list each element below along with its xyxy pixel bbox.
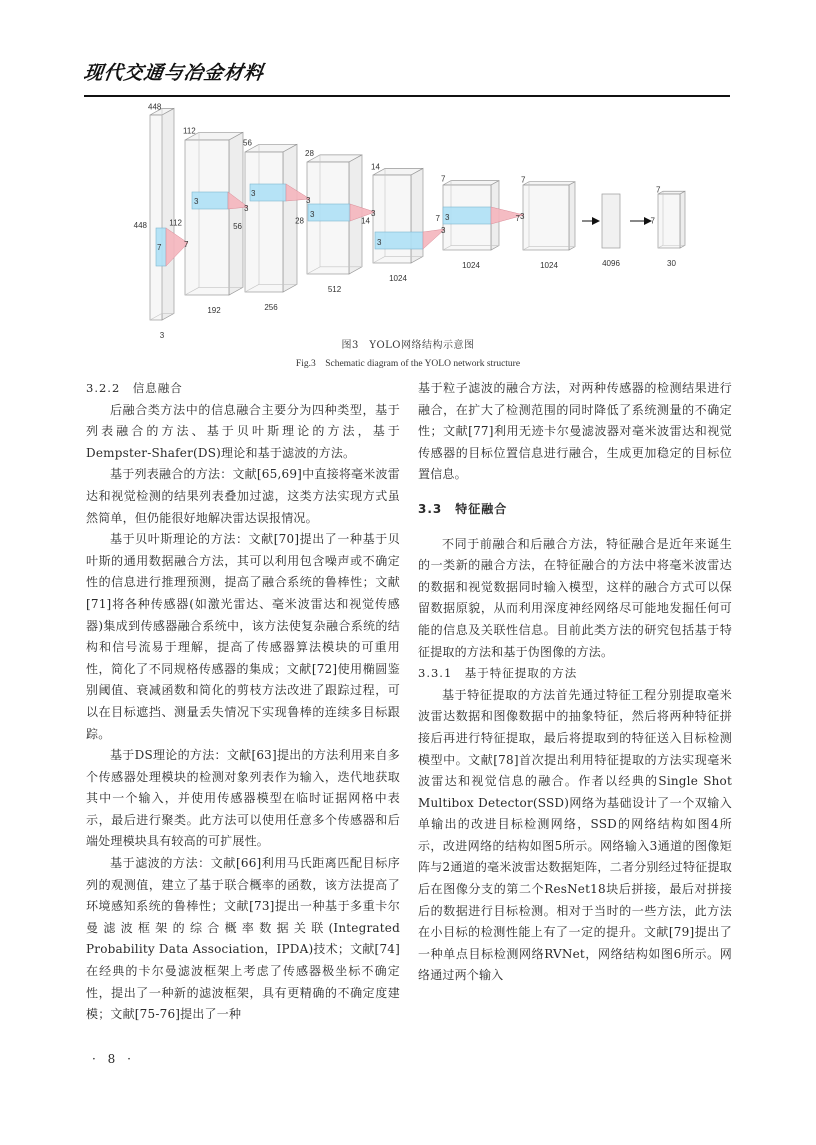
paragraph-continued: 基于粒子滤波的融合方法，对两种传感器的检测结果进行融合，在扩大了检测范围的同时降低了系统测量的不确定性；文献[77]利用无迹卡尔曼滤波器对毫米波雷达和视觉传感器的目标位置信息进行融合，生成更加稳定的目标位置信息。 [418, 381, 732, 482]
layer-side-label: 56 [233, 222, 242, 231]
layer-bottom-label: 1024 [462, 261, 480, 270]
box-top-face [443, 181, 499, 185]
section-heading-3-3-1: 3.3.1 基于特征提取的方法 [418, 666, 578, 681]
conv-kernel [250, 184, 310, 201]
kernel-label: 3 [445, 213, 450, 222]
kernel-label: 3 [377, 238, 382, 247]
box-front-face [185, 140, 229, 295]
kernel-label: 3 [441, 226, 446, 235]
header-rule [84, 95, 730, 97]
page-number: · 8 · [92, 1052, 135, 1066]
yolo-network-figure [130, 100, 710, 340]
paragraph: 基于列表融合的方法：文献[65,69]中直接将毫米波雷达和视觉检测的结果列表叠加过滤，这类方法实现方式虽然简单，但仍能很好地解决雷达误报情况。 [86, 467, 400, 525]
layer-top-label: 112 [183, 126, 196, 136]
layer-top-label: 7 [521, 175, 526, 185]
paragraph: 基于DS理论的方法：文献[63]提出的方法利用来自多个传感器处理模块的检测对象列表作为输入，迭代地获取其中一个输入，并使用传感器模型在临时证据网格中表示，最后进行聚类。此方法可以使用任意多个传感器和后端处理模块具有较高的可扩展性。 [86, 748, 400, 849]
paragraph: 不同于前融合和后融合方法，特征融合是近年来诞生的一类新的融合方法，在特征融合的方法中将毫米波雷达的数据和视觉数据同时输入模型，这样的融合方式可以保留数据原貌，从而利用深度神经网络尽可能地发掘任何可能的信息及关联性信息。目前此类方法的研究包括基于特征提取的方法和基于伪图像的方法。 [418, 536, 732, 659]
layer-bottom-label: 512 [327, 285, 342, 294]
box-side-face [569, 182, 575, 250]
layer-side-label: 112 [169, 218, 182, 228]
figure-caption-chinese: 图3 YOLO网络结构示意图 [341, 340, 475, 351]
box-top-face [523, 182, 575, 185]
box-front-face [245, 152, 283, 292]
box-front-face [150, 115, 162, 320]
fc-layer-box [602, 194, 620, 248]
kernel-label: 3 [310, 210, 315, 219]
layer-top-label: 448 [148, 102, 162, 112]
box-side-face [680, 191, 685, 248]
layer-bottom-label: 3 [159, 331, 165, 340]
kernel-label: 3 [244, 204, 249, 213]
box-front-face [658, 194, 680, 248]
layer-side-label: 14 [361, 216, 370, 226]
figure-caption-english: Fig.3 Schematic diagram of the YOLO network structure [295, 359, 521, 369]
layer-bottom-label: 1024 [389, 274, 407, 283]
layer-top-label: 28 [305, 148, 314, 158]
layer-side-label: 448 [133, 220, 147, 230]
box-front-face [523, 185, 569, 250]
kernel-label: 7 [184, 240, 189, 249]
kernel-label: 3 [306, 196, 311, 205]
section-heading-3-2-2: 3.2.2 信息融合 [86, 381, 183, 395]
kernel-label: 3 [520, 212, 525, 221]
layer-top-label: 56 [243, 138, 252, 148]
left-column [86, 378, 400, 1026]
layer-side-label: 28 [295, 216, 304, 226]
layer-top-label: 7 [656, 185, 661, 195]
conv-kernel [375, 229, 445, 249]
kernel-label: 7 [157, 243, 162, 252]
conv-kernel [443, 207, 524, 224]
layer-bottom-label: 256 [264, 303, 278, 312]
layer-side-label: 7 [650, 216, 655, 226]
layer-box [185, 132, 243, 295]
yolo-diagram [130, 100, 710, 340]
kernel-block [443, 207, 491, 224]
paragraph: 基于特征提取的方法首先通过特征工程分别提取毫米波雷达数据和图像数据中的抽象特征，然后将两种特征拼接后再进行特征提取，最后将提取到的特征送入目标检测模型中。文献[78]首次提出利用特征提取的方法实现毫米波雷达和视觉信息的融合。作者以经典的Single Shot Multibox Detector(SSD)网络为基础设计了一个双输入单输出的改进目标检测网络，SSD的网络结构如图4所示，改进网络的结构如图5所示。网络输入3通道的图像矩阵与2通道的毫米波雷达数据矩阵，二者分别经过特征提取后在图像分支的第二个ResNet18块后拼接，最后对拼接后的数据进行目标检测。相对于当时的一些方法，此方法在小目标的检测性能上有了一定的提升。文献[79]提出了一种单点目标检测网络RVNet，网络结构如图6所示。网络通过两个输入 [418, 687, 732, 983]
layer-side-label: 7 [435, 213, 440, 223]
layer-box [523, 182, 575, 250]
layer-top-label: 14 [371, 162, 380, 172]
box-front-face [373, 175, 411, 263]
box-side-face [229, 132, 243, 295]
layer-box [658, 191, 685, 248]
kernel-label: 3 [371, 209, 376, 218]
paragraph: 后融合类方法中的信息融合主要分为四种类型，基于列表融合的方法、基于贝叶斯理论的方法，基于Dempster-Shafer(DS)理论和基于滤波的方法。 [86, 402, 400, 460]
kernel-label: 3 [194, 197, 199, 206]
kernel-block [375, 232, 423, 249]
right-column [418, 378, 732, 987]
layer-bottom-label: 30 [667, 259, 676, 268]
paragraph: 基于滤波的方法：文献[66]利用马氏距离匹配目标序列的观测值，建立了基于联合概率的函数，该方法提高了环境感知系统的鲁棒性；文献[73]提出一种基于多重卡尔曼滤波框架的综合概率数据关联(Integrated Probability Data Association，IPDA)技术；文献[74]在经典的卡尔曼滤波框架上考虑了传感器极坐标不确定性，提出了一种新的滤波框架，具有更精确的不确定度建模；文献[75-76]提出了一种 [86, 856, 400, 1022]
layer-bottom-label: 1024 [540, 261, 558, 270]
layer-bottom-label: 4096 [602, 259, 620, 268]
layer-top-label: 7 [441, 174, 446, 184]
layer-box [245, 144, 297, 292]
box-side-face [162, 108, 174, 320]
layer-bottom-label: 192 [207, 306, 221, 315]
section-heading-3-3: 3.3 特征融合 [418, 501, 508, 516]
layer-box [150, 108, 174, 320]
layer-side-label: 7 [515, 213, 520, 223]
kernel-label: 3 [251, 189, 256, 198]
journal-logo: 现代交通与冶金材料 [82, 62, 266, 84]
paragraph: 基于贝叶斯理论的方法：文献[70]提出了一种基于贝叶斯的通用数据融合方法，其可以利用包含噪声或不确定性的信息进行推理预测，提高了融合系统的鲁棒性；文献[71]将各种传感器(如激光雷达、毫米波雷达和视觉传感器)集成到传感器融合系统中，该方法使复杂融合系统的结构和信号流易于理解，提高了传感器算法模块的可重用性，简化了不同规格传感器的集成；文献[72]使用椭圆鉴别阈值、衰减函数和简化的剪枝方法改进了跟踪过程，可以在目标遮挡、测量丢失情况下实现鲁棒的连续多目标跟踪。 [86, 532, 400, 741]
